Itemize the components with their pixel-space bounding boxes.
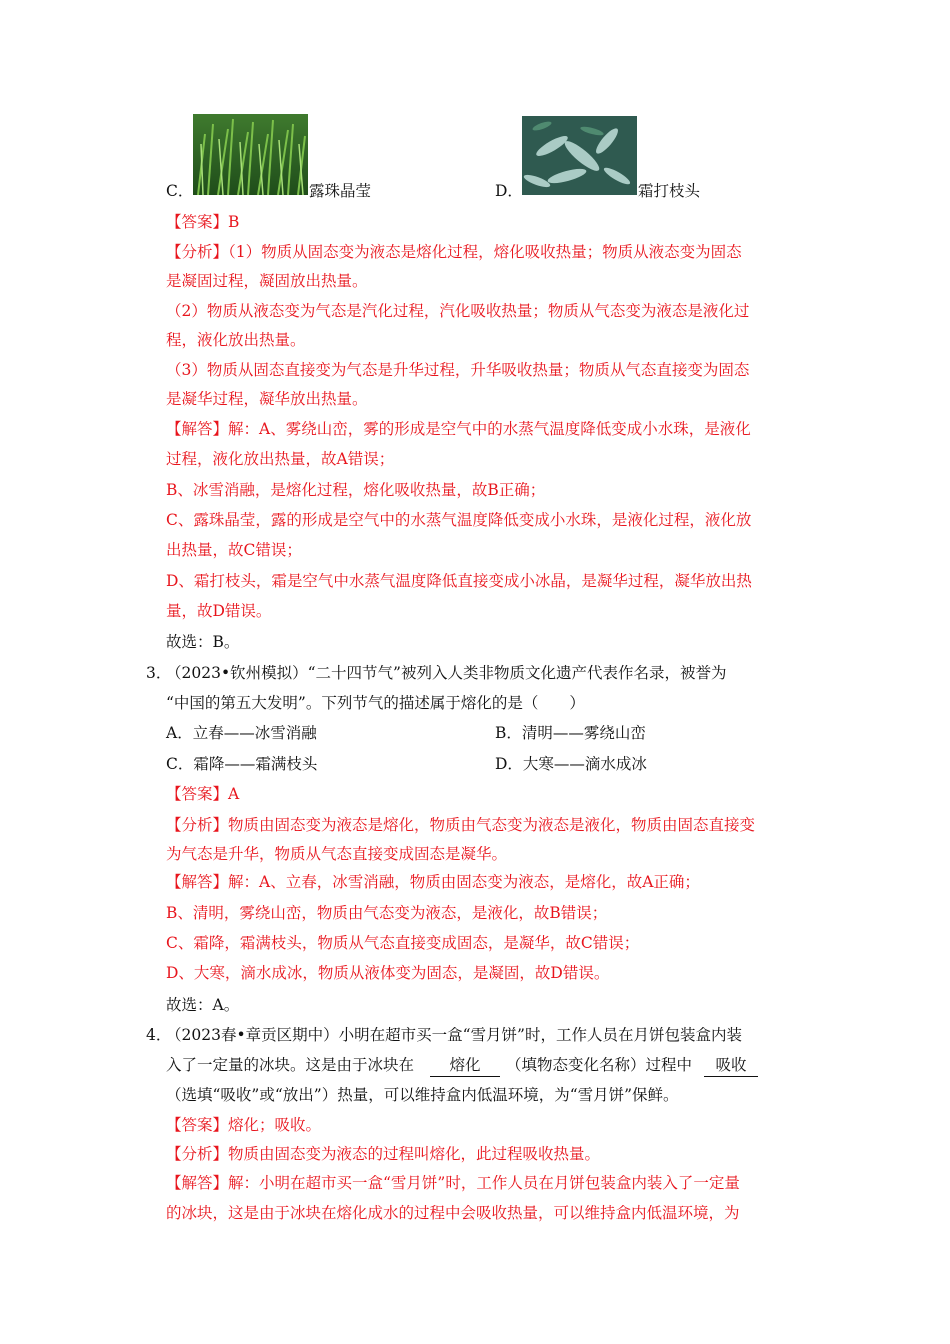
q2-analysis-line: 【分析】（1）物质从固态变为液态是熔化过程，熔化吸收热量；物质从液态变为固态 (166, 243, 742, 261)
q4-number: 4． (146, 1026, 172, 1044)
q3-solution-line: D、大寒，滴水成冰，物质从液体变为固态，是凝固，故D错误。 (166, 964, 610, 982)
q3-choose: 故选：A。 (166, 996, 240, 1014)
option-c-text: 露珠晶莹 (309, 182, 372, 200)
q3-number: 3． (146, 664, 172, 682)
q2-solution-line: 量，故D错误。 (166, 602, 272, 620)
q3-option-b: B．清明——雾绕山峦 (495, 724, 646, 742)
q2-solution-line: 【解答】解：A、雾绕山峦，雾的形成是空气中的水蒸气温度降低变成小水珠，是液化 (166, 420, 751, 438)
q4-stem-text: （填物态变化名称）过程中 (506, 1056, 693, 1074)
q2-analysis-line: （3）物质从固态直接变为气态是升华过程，升华吸收热量；物质从气态直接变为固态 (166, 361, 750, 379)
q3-solution-line: C、霜降，霜满枝头，物质从气态直接变成固态，是凝华，故C错误； (166, 934, 640, 952)
q4-solution-line: 的冰块，这是由于冰块在熔化成水的过程中会吸收热量，可以维持盒内低温环境，为 (166, 1204, 740, 1222)
q3-stem: “中国的第五大发明”。下列节气的描述属于熔化的是（ ） (166, 694, 585, 712)
q2-solution-line: D、霜打枝头，霜是空气中水蒸气温度降低直接变成小冰晶，是凝华过程，凝华放出热 (166, 572, 752, 590)
q3-solution-line: B、清明，雾绕山峦，物质由气态变为液态，是液化，故B错误； (166, 904, 608, 922)
q2-answer: 【答案】B (166, 213, 240, 231)
q2-analysis-line: （2）物质从液态变为气态是汽化过程，汽化吸收热量；物质从气态变为液态是液化过 (166, 302, 750, 320)
q4-stem: （2023春•章贡区期中）小明在超市买一盒“雪月饼”时，工作人员在月饼包装盒内装 (166, 1026, 742, 1044)
q3-analysis-line: 为气态是升华，物质从气态直接变成固态是凝华。 (166, 845, 508, 863)
q2-analysis-line: 是凝华过程，凝华放出热量。 (166, 390, 368, 408)
option-d-text: 霜打枝头 (638, 182, 701, 200)
q2-solution-line: 过程，液化放出热量，故A错误； (166, 450, 395, 468)
q2-analysis-line: 程，液化放出热量。 (166, 331, 306, 349)
q3-stem: （2023•钦州模拟）“二十四节气”被列入人类非物质文化遗产代表作名录，被誉为 (166, 664, 727, 682)
q4-stem-blanks (166, 1054, 811, 1077)
q4-blank-answer: 熔化 (430, 1054, 500, 1077)
q2-solution-line: C、露珠晶莹，露的形成是空气中的水蒸气温度降低变成小水珠，是液化过程，液化放 (166, 511, 752, 529)
q2-solution-line: 出热量，故C错误； (166, 541, 302, 559)
q2-analysis-line: 是凝固过程，凝固放出热量。 (166, 272, 368, 290)
q2-solution-line: B、冰雪消融，是熔化过程，熔化吸收热量，故B正确； (166, 481, 546, 499)
q4-blank-answer: 吸收 (704, 1054, 758, 1077)
q4-stem-text: 入了一定量的冰块。这是由于冰块在 (166, 1056, 415, 1074)
q4-analysis: 【分析】物质由固态变为液态的过程叫熔化，此过程吸收热量。 (166, 1145, 601, 1163)
q3-solution-line: 【解答】解：A、立春，冰雪消融，物质由固态变为液态，是熔化，故A正确； (166, 873, 700, 891)
q2-option-d (495, 180, 795, 202)
q4-stem: （选填“吸收”或“放出”）热量，可以维持盒内低温环境，为“雪月饼”保鲜。 (166, 1086, 679, 1104)
option-c-letter: C． (166, 182, 194, 200)
q3-answer: 【答案】A (166, 785, 240, 803)
option-d-letter: D． (495, 182, 523, 200)
q2-choose: 故选：B。 (166, 633, 240, 651)
q4-answer: 【答案】熔化；吸收。 (166, 1116, 322, 1134)
q4-solution-line: 【解答】解：小明在超市买一盒“雪月饼”时，工作人员在月饼包装盒内装入了一定量 (166, 1174, 740, 1192)
q3-option-a: A．立春——冰雪消融 (166, 724, 317, 742)
q3-option-c: C．霜降——霜满枝头 (166, 755, 318, 773)
q3-option-d: D．大寒——滴水成冰 (495, 755, 647, 773)
q3-analysis-line: 【分析】物质由固态变为液态是熔化，物质由气态变为液态是液化，物质由固态直接变 (166, 816, 756, 834)
